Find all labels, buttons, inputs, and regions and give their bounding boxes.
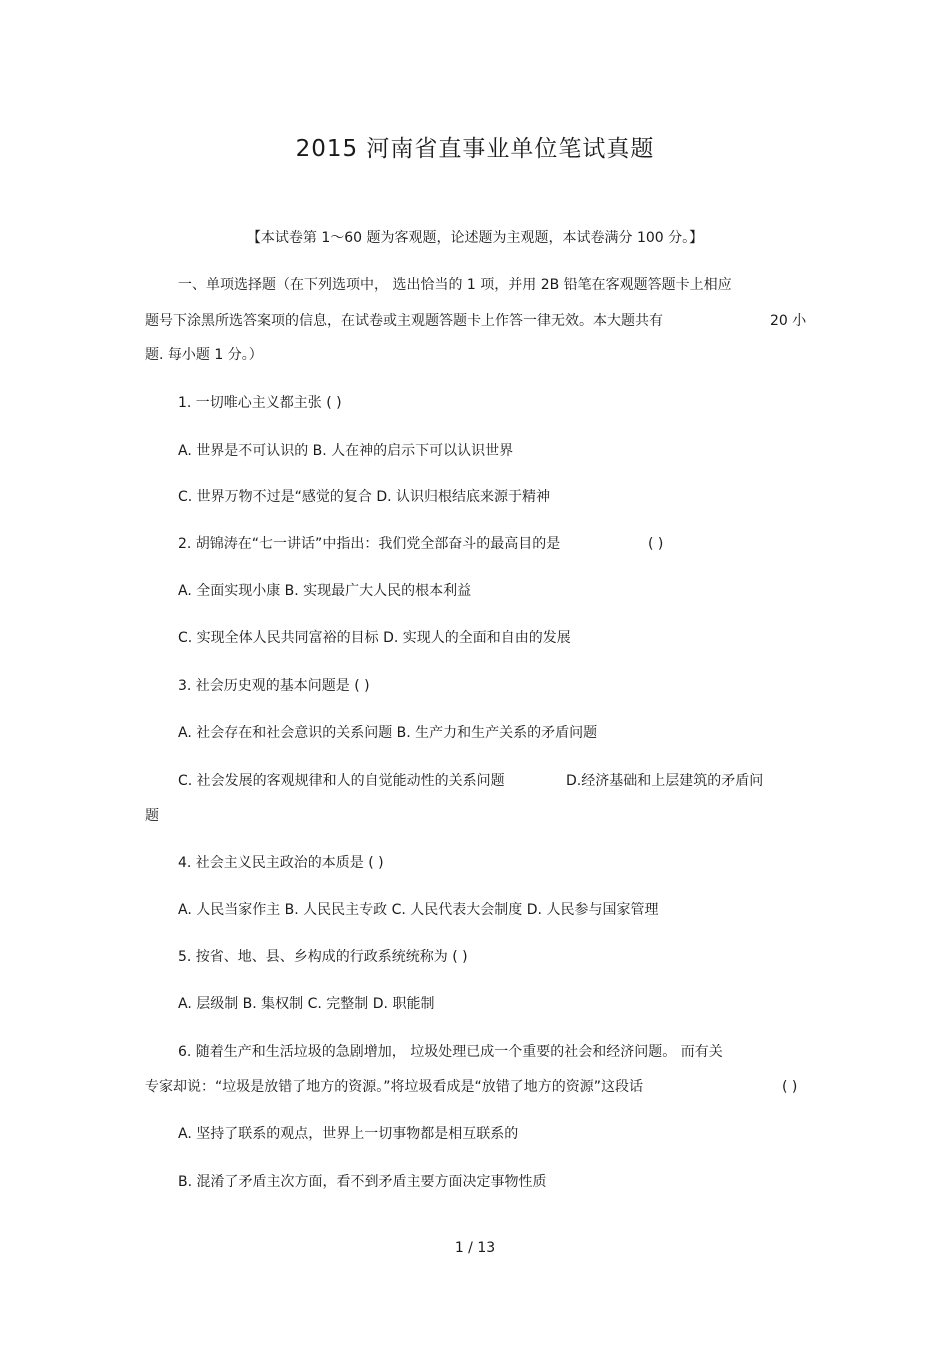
question-6-bracket: ( ) bbox=[782, 1079, 798, 1095]
question-3-options-b: C. 社会发展的客观规律和人的自觉能动性的关系问题 bbox=[178, 773, 505, 789]
question-6-line-2: 专家却说：“垃圾是放错了地方的资源。”将垃圾看成是“放错了地方的资源”这段话 bbox=[145, 1079, 644, 1095]
question-4: 4. 社会主义民主政治的本质是 ( ) bbox=[178, 855, 384, 871]
question-2: 2. 胡锦涛在“七一讲话”中指出：我们党全部奋斗的最高目的是 bbox=[178, 536, 561, 552]
section-instructions-line-1: 一、单项选择题（在下列选项中， 选出恰当的 1 项，并用 2B 铅笔在客观题答题卡上相应 bbox=[178, 277, 732, 293]
question-3-option-d-wrap: 题 bbox=[145, 808, 159, 824]
question-2-options-b: C. 实现全体人民共同富裕的目标 D. 实现人的全面和自由的发展 bbox=[178, 630, 571, 646]
question-3-option-d: D.经济基础和上层建筑的矛盾问 bbox=[566, 773, 764, 789]
question-3-options-a: A. 社会存在和社会意识的关系问题 B. 生产力和生产关系的矛盾问题 bbox=[178, 725, 598, 741]
question-1-options-b: C. 世界万物不过是“感觉的复合 D. 认识归根结底来源于精神 bbox=[178, 489, 551, 505]
section-instructions-count: 20 小 bbox=[770, 313, 807, 329]
question-5-options: A. 层级制 B. 集权制 C. 完整制 D. 职能制 bbox=[178, 996, 435, 1012]
question-1: 1. 一切唯心主义都主张 ( ) bbox=[178, 395, 342, 411]
page-title: 2015 河南省直事业单位笔试真题 bbox=[295, 136, 655, 162]
question-2-options-a: A. 全面实现小康 B. 实现最广大人民的根本利益 bbox=[178, 583, 472, 599]
page-number: 1 / 13 bbox=[454, 1240, 496, 1256]
question-6-option-a: A. 坚持了联系的观点，世界上一切事物都是相互联系的 bbox=[178, 1126, 519, 1142]
exam-notice: 【本试卷第 1～60 题为客观题，论述题为主观题，本试卷满分 100 分。】 bbox=[246, 230, 704, 246]
question-6-option-b: B. 混淆了矛盾主次方面，看不到矛盾主要方面决定事物性质 bbox=[178, 1174, 547, 1190]
question-6: 6. 随着生产和生活垃圾的急剧增加， 垃圾处理已成一个重要的社会和经济问题。 而有关 bbox=[178, 1044, 723, 1060]
section-instructions-line-3: 题. 每小题 1 分。） bbox=[145, 347, 263, 363]
question-2-bracket: ( ) bbox=[648, 536, 664, 552]
question-4-options: A. 人民当家作主 B. 人民民主专政 C. 人民代表大会制度 D. 人民参与国家管理 bbox=[178, 902, 659, 918]
question-5: 5. 按省、地、县、乡构成的行政系统统称为 ( ) bbox=[178, 949, 468, 965]
section-instructions-line-2: 题号下涂黑所选答案项的信息，在试卷或主观题答题卡上作答一律无效。本大题共有 bbox=[145, 313, 663, 329]
question-1-options-a: A. 世界是不可认识的 B. 人在神的启示下可以认识世界 bbox=[178, 443, 514, 459]
question-3: 3. 社会历史观的基本问题是 ( ) bbox=[178, 678, 370, 694]
